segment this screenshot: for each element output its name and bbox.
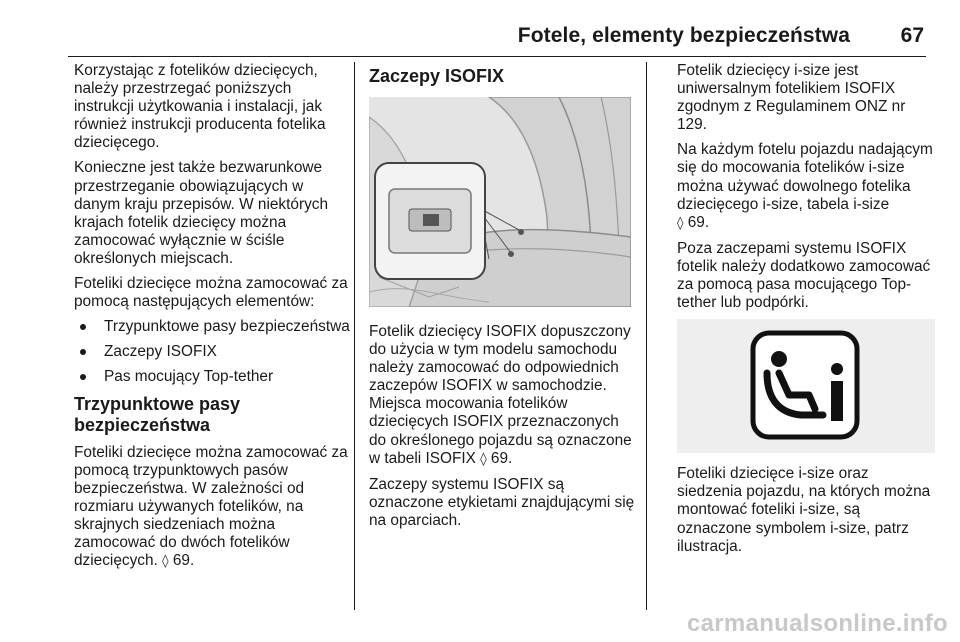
paragraph-regulations: Konieczne jest także bezwarunkowe przestrzeganie obowiązujących w danym kraju przepisów. W niektórych krajach fotelik dziecięcy można zamocować wyłącznie w ściśle określonych miejscach. bbox=[74, 159, 329, 267]
page-reference-icon: ◊ bbox=[480, 451, 487, 467]
section-heading-three-point-belts: Trzypunktowe pasy bezpieczeństwa bbox=[74, 393, 241, 435]
section-heading-isofix: Zaczepy ISOFIX bbox=[369, 66, 505, 86]
paragraph-isize-symbol: Foteliki dziecięce i-size oraz siedzenia pojazdu, na których można montować foteliki i-size, są oznaczone symbolem i-size, patrz ilustracja. bbox=[677, 465, 931, 555]
header-divider bbox=[68, 56, 926, 57]
page-reference-icon: ◊ bbox=[162, 554, 169, 570]
paragraph-intro: Korzystając z fotelików dziecięcych, należy przestrzegać poniższych instrukcji użytkowania i instalacji, jak również instrukcji producenta fotelika dziecięcego. bbox=[74, 62, 326, 152]
list-item: Pas mocujący Top-tether bbox=[74, 368, 350, 386]
bullet-list bbox=[74, 318, 350, 386]
page-reference-link[interactable]: 69. bbox=[172, 552, 195, 570]
paragraph-isize-seats: Na każdym fotelu pojazdu nadającym się do mocowania fotelików i-size można używać dowolnego fotelika dziecięcego i-size, tabela i-size ◊ 69. bbox=[677, 141, 933, 231]
isize-symbol-icon bbox=[749, 329, 861, 441]
page-reference-icon: ◊ bbox=[677, 215, 684, 231]
column-3 bbox=[677, 62, 935, 563]
list-item: Trzypunktowe pasy bezpieczeństwa bbox=[74, 318, 350, 336]
column-1 bbox=[74, 62, 350, 578]
paragraph-isize-definition: Fotelik dziecięcy i-size jest uniwersalnym fotelikiem ISOFIX zgodnym z Regulaminem ONZ nr 129. bbox=[677, 62, 906, 134]
page-header bbox=[0, 0, 960, 58]
paragraph-top-tether: Poza zaczepami systemu ISOFIX fotelik należy dodatkowo zamocować za pomocą pasa mocującego Top-tether lub podpórki. bbox=[677, 239, 931, 312]
paragraph-isofix-labels: Zaczepy systemu ISOFIX są oznaczone etykietami znajdującymi się na oparciach. bbox=[369, 475, 635, 529]
list-item: Zaczepy ISOFIX bbox=[74, 343, 350, 361]
isofix-seat-photo bbox=[369, 97, 631, 307]
column-divider-2 bbox=[646, 62, 647, 610]
column-divider-1 bbox=[354, 62, 355, 610]
paragraph-three-point-belts: Foteliki dziecięce można zamocować za pomocą trzypunktowych pasów bezpieczeństwa. W zależności od rozmiaru używanych fotelików, na skrajnych siedzeniach można zamocować do dwóch fotelików dziecięcych. ◊ 69. bbox=[74, 443, 348, 570]
watermark: carmanualsonline.info bbox=[686, 610, 948, 637]
page-number: 67 bbox=[900, 24, 924, 47]
column-2 bbox=[369, 62, 635, 537]
page-reference-link[interactable]: 69. bbox=[490, 449, 513, 467]
paragraph-mounting-elements: Foteliki dziecięce można zamocować za pomocą następujących elementów: bbox=[74, 275, 348, 311]
page-title: Fotele, elementy bezpieczeństwa bbox=[517, 24, 850, 47]
isize-symbol-figure bbox=[677, 319, 935, 453]
page-reference-link[interactable]: 69. bbox=[687, 213, 710, 231]
paragraph-isofix-mounting: Fotelik dziecięcy ISOFIX dopuszczony do użycia w tym modelu samochodu należy zamocować do odpowiednich zaczepów ISOFIX w samochodzie. Miejsca mocowania fotelików dziecięcych ISOFIX przeznaczonych do określonego pojazdu są oznaczone w tabeli ISOFIX ◊ 69. bbox=[369, 323, 632, 467]
